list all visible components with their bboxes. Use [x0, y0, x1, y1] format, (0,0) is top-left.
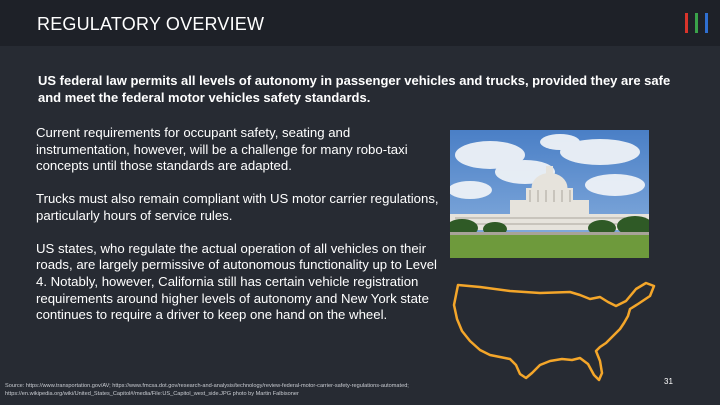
us-capitol-photo — [450, 130, 649, 258]
lead-statement: US federal law permits all levels of autonomy in passenger vehicles and trucks, provided they are safe and meet the federal motor vehicles safety standards. — [38, 73, 671, 105]
page-number: 31 — [664, 377, 673, 386]
paragraph-occupant-safety: Current requirements for occupant safety, seating and instrumentation, however, will be a challenge for many robo-taxi concepts until those standards are adapted. — [36, 125, 408, 174]
title-bar — [0, 0, 720, 46]
logo-bar-red — [685, 13, 688, 33]
source-citation: Source: https://www.transportation.gov/AV; https://www.fmcsa.dot.gov/research-and-analysis/technology/review-federal-motor-carrier-safety-regulations-automated; https://en.wikipedia.org/wiki/United_States_Capitol#/media/File:US_Capitol_west_side.JPG photo by Martin Falbisoner — [5, 383, 409, 397]
paragraph-us-states: US states, who regulate the actual operation of all vehicles on their roads, are largely permissive of autonomous functionality up to Level 4. Notably, however, California still has certain vehicle registration requirements around higher levels of autonomy and New York state continues to require a driver to keep one hand on the wheel. — [36, 240, 437, 323]
tricolor-bars-logo-icon — [685, 13, 711, 33]
body-text — [36, 125, 446, 340]
slide-title: REGULATORY OVERVIEW — [37, 14, 265, 34]
logo-bar-green — [695, 13, 698, 33]
logo-bar-blue — [705, 13, 708, 33]
paragraph-trucks: Trucks must also remain compliant with US motor carrier regulations, particularly hours of service rules. — [36, 191, 439, 223]
usa-outline-map-icon — [450, 275, 665, 385]
